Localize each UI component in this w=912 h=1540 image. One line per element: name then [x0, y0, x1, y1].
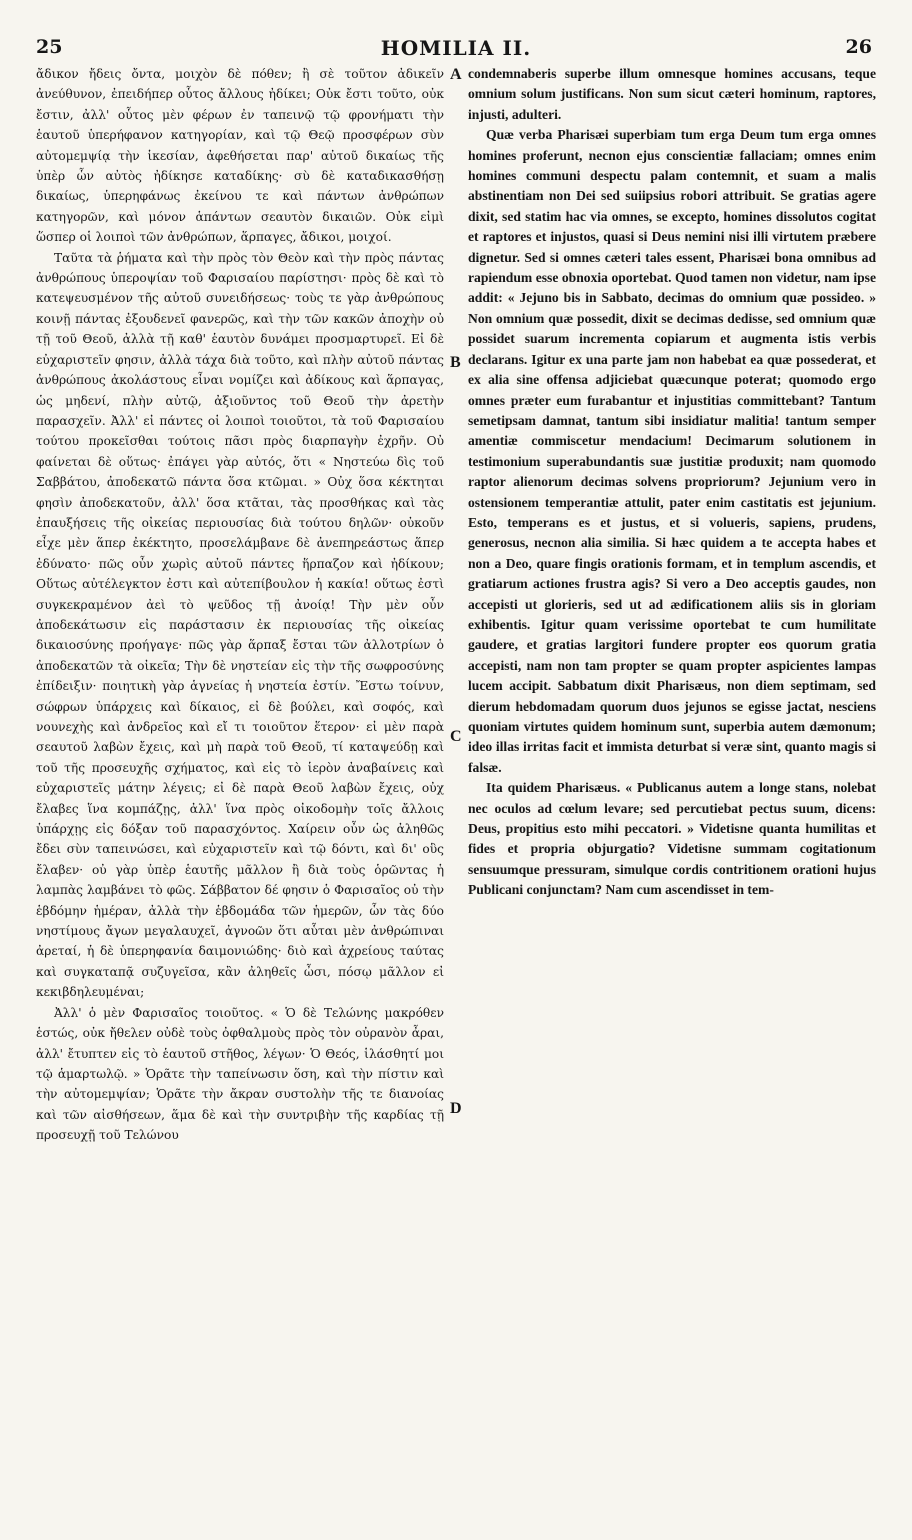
- latin-text-column: [468, 64, 876, 1520]
- page-number-left: 25: [36, 36, 63, 58]
- greek-paragraph: Ἀλλ' ὁ μὲν Φαρισαῖος τοιοῦτος. « Ὁ δὲ Τελώνης μακρόθεν ἑστώς, οὐκ ἤθελεν οὐδὲ τοὺς ὀφθαλμοὺς πρὸς τὸν οὐρανὸν ἆραι, ἀλλ' ἔτυπτεν εἰς τὸ ἑαυτοῦ στῆθος, λέγων· Ὁ Θεός, ἱλάσθητί μοι τῷ ἁμαρτωλῷ. » Ὁρᾶτε τὴν ταπείνωσιν ὅση, καὶ τὴν πίστιν καὶ τὴν αὐτομεμψίαν; Ὁρᾶτε τὴν ἄκραν συστολὴν τῆς τε διανοίας καὶ τῶν αἰσθήσεων, ἅμα δὲ καὶ τὴν συντριβὴν τῆς καρδίας τῇ προσευχῇ τοῦ Τελώνου: [36, 1005, 444, 1143]
- latin-paragraph: Quæ verba Pharisæi superbiam tum erga Deum tum erga omnes homines proferunt, necnon ejus conscientiæ fallaciam; omnes enim homines communi despectu palam contemnit, et suam a malis abstinentiam non Dei sed suiipsius robori attribuit. Se gratias agere dixit, sed statim hac via omnes, se excepto, homines dissolutos cogitat et raptores et injustos, quasi si Deus nemini nisi illi virtutem præbere dignetur. Sed si omnes cæteri tales essent, Pharisæi bona omnibus ad rapiendum esse obnoxia oportebat. Quod tamen non videtur, nam ipse addit: « Jejuno bis in Sabbato, decimas do omnium quæ possideo. » Non omnium quæ possedit, dixit se decimas dedisse, sed omnium quæ possidet suarum incrementa copiarum et augmenta istis verbis declarans. Igitur ex una parte jam non habebat ea quæ possederat, et ex alia sine offensa adjiciebat quæcunque poterat; quomodo ergo omnes præter eum furabantur et injustitias committebant? Tantum semetipsam damnat, tantum sibi insidiatur malitia! tantum semper amentiæ commiscetur mendacium! Decimarum solutionem in testimonium superabundantis suæ justitiæ produxit; nam quomodo raptor alienorum decimas solvens propriorum? Jejunium vero in ostensionem temperantiæ attulit, pater enim castitatis est jejunium. Esto, temperans es et justus, et si volueris, sapiens, prudens, generosus, necnon alia similia. Si hæc quidem a te accepta habes et non a Deo, quare fingis orationis formam, et in templum ascendis, et gratiarum actiones frustra agis? Si vero a Deo acceptis gaudes, non accepisti ut glorieris, sed ut ad ædificationem aliis sis in gloriam exhibentis. Igitur quam verissime oportebat te cum humilitate gaudere, et gratias largitori fundere propter eos quorum gratia accepisti, nam non tam propter se quam propter aspicientes lampas lucem accipit. Sabbatum dixit Pharisæus, non diem septimam, sed dierum hebdomadam quorum duos jejunos se egisse jactat, nesciens quoniam virtutes quidem hominum sunt, superbia autem dæmonum; ideo illas irritas facit et immista deturbat si veræ sint, quanto magis si falsæ.: [468, 127, 876, 775]
- latin-paragraph: Ita quidem Pharisæus. « Publicanus autem a longe stans, nolebat nec oculos ad cœlum levare; sed percutiebat pectus suum, dicens: Deus, propitius esto mihi peccatori. » Videtisne quanta humilitas et fides et propria objurgatio? Videtisne summam cogitationum sensuumque pressuram, simulque cordis contritionem orationi hujus Publicani conjunctam? Nam cum ascendisset in tem-: [468, 780, 876, 898]
- page-header: [0, 36, 912, 62]
- greek-paragraph: Ταῦτα τὰ ῥήματα καὶ τὴν πρὸς τὸν Θεὸν καὶ τὴν πρὸς πάντας ἀνθρώπους ὑπεροψίαν τοῦ Φαρισαίου παρίστησι· πρὸς δὲ καὶ τὸ κατεψευσμένον τῆς αὐτοῦ συνειδήσεως· τοὺς τε γὰρ ἀνθρώπους κοινῇ πάντας ἐξουδενεῖ φανερῶς, καὶ τὴν τῶν κακῶν ἀποχὴν οὐ τῇ τοῦ Θεοῦ, ἀλλὰ τῇ καθ' ἑαυτὸν δυνάμει προσμαρτυρεῖ. Εἰ δὲ εὐχαριστεῖν φησιν, ἀλλὰ τάχα διὰ τοῦτο, καὶ πλὴν αὐτοῦ πάντας ἀνθρώπους ἀκολάστους εἶναι νομίζει καὶ ἀδίκους καὶ ἅρπαγας, ὡς μηδενί, πλὴν αὐτῷ, ἀξιοῦντος τοῦ Θεοῦ τὴν ἀρετὴν παρασχεῖν. Ἀλλ' εἰ πάντες οἱ λοιποὶ τοιοῦτοι, τὰ τοῦ Φαρισαίου τούτου προκεῖσθαι τούτοις πᾶσι πρὸς διαρπαγὴν ἐχρῆν. Οὐ φαίνεται δὲ οὕτως· ἐπάγει γὰρ αὐτός, ὅτι « Νηστεύω δὶς τοῦ Σαββάτου, ἀποδεκατῶ πάντα ὅσα κτῶμαι. » Οὐχ ὅσα κέκτηται φησὶν ἀποδεκατοῦν, ἀλλ' ὅσα κτᾶται, τὰς προσθήκας καὶ τὰς ἐπαυξήσεις τῆς οἰκείας περιουσίας διὰ τούτου δηλῶν· οὐκοῦν εἶχε μὲν ἅπερ ἐκέκτητο, προσελάμβανε δὲ ἀνεπηρεάστως ἅπερ ἐδύνατο· πῶς οὖν χωρὶς αὐτοῦ πάντες ἥρπαζον καὶ ἠδίκουν; Οὕτως αὐτέλεγκτον ἐστι καὶ αὐτεπίβουλον ἡ κακία! οὕτως ἐστὶ συγκεκραμένον ἀεὶ τὸ ψεῦδος τῇ ἀνοίᾳ! Τὴν μὲν οὖν ἀποδεκάτωσιν εἰς παράστασιν ἐκ περιουσίας τῆς οἰκείας δικαιοσύνης προήγαγε· πῶς γὰρ ἅρπαξ ἔσται τῶν ἀλλοτρίων ὁ ἀποδεκατῶν τὰ οἰκεῖα; Τὴν δὲ νηστείαν εἰς τὴν τῆς σωφροσύνης ἐπίδειξιν· ποιητικὴ γὰρ ἁγνείας ἡ νηστεία ἐστίν. Ἔστω τοίνυν, σώφρων ὑπάρχεις καὶ δίκαιος, εἰ δὲ βούλει, καὶ σοφός, καὶ νουνεχὴς καὶ ἀνδρεῖος καὶ εἴ τι τοιοῦτον ἕτερον· εἰ μὲν παρὰ σεαυτοῦ λαβὼν ἔχεις, καὶ μὴ παρὰ τοῦ Θεοῦ, τί καταψεύδῃ καὶ τοῦ τῆς προσευχῆς σχήματος, καὶ εἰς τὸ ἱερὸν ἀναβαίνεις καὶ εὐχαριστεῖς μάτην λέγεις; εἰ δὲ παρὰ Θεοῦ λαβὼν ἔχεις, οὐχ ἔλαβες ἵνα κομπάζῃς, ἀλλ' ἵνα πρὸς οἰκοδομὴν τοῖς ἄλλοις ὑπάρχῃς εἰς δόξαν τοῦ παρασχόντος. Χαίρειν οὖν ὡς ἀληθῶς ἔδει σὺν ταπεινώσει, καὶ εὐχαριστεῖν καὶ τῷ δόντι, καὶ δι' οὓς ἔλαβεν· οὐ γὰρ ὑπὲρ ἑαυτῆς μᾶλλον ἢ διὰ τοὺς ὁρῶντας ἡ λαμπὰς λαμβάνει τὸ φῶς. Σάββατον δέ φησιν ὁ Φαρισαῖος οὐ τὴν ἑβδόμην ἡμέραν, ἀλλὰ τὴν ἑβδομάδα τῶν ἡμερῶν, ὧν τὰς δύο νηστίμους ἄγων μεγαλαυχεῖ, ἀγνοῶν ὅτι αὗται μὲν ἀνθρώπιναι ἀρεταί, ἡ δὲ ὑπερηφανία δαιμονιώδης· διὸ καὶ ἀχρείους ταύτας καὶ συγκαταπᾷ συζυγεῖσα, κἂν ἀληθεῖς ὦσι, πόσῳ μᾶλλον εἰ κεκιβδηλευμέναι;: [36, 250, 444, 1000]
- running-title: HOMILIA II.: [380, 36, 532, 60]
- latin-paragraph: condemnaberis superbe illum omnesque homines accusans, teque omnium solum justificans. Non sum sicut cæteri hominum, raptores, injusti, adulteri.: [468, 66, 876, 122]
- section-marker-c: C: [450, 728, 462, 745]
- greek-text-column: [36, 64, 444, 1520]
- section-marker-b: B: [450, 354, 461, 371]
- greek-paragraph: ἄδικον ἤδεις ὄντα, μοιχὸν δὲ πόθεν; ἢ σὲ τοῦτον ἀδικεῖν ἀνεύθυνον, ἐπειδήπερ οὗτος ἄλλους ἠδίκει; Οὐκ ἔστι τοῦτο, οὐκ ἔστιν, ἀλλ' οὗτος μὲν φέρων ἐν ταπεινῷ τῷ φρονήματι τὴν ἑαυτοῦ ὑπερήφανον κατηγορίαν, καὶ τῷ Θεῷ προσφέρων σὺν αὐτομεμψίᾳ τὴν ἱκεσίαν, ἀφεθήσεται παρ' αὐτοῦ δικαίως τῆς ὑπὲρ ὧν αὐτὸς ἠδίκησε καταδίκης· σὺ δὲ καταδικασθήσῃ δικαίως, ὑπερηφάνως ἐκείνου τε καὶ πάντων ἀνθρώπων κατηγορῶν, καὶ μόνον ἁπάντων σεαυτὸν δικαιῶν. Οὐκ εἰμὶ ὥσπερ οἱ λοιποὶ τῶν ἀνθρώπων, ἅρπαγες, ἄδικοι, μοιχοί.: [36, 67, 444, 245]
- section-marker-a: A: [450, 66, 462, 83]
- section-marker-gutter: [446, 64, 466, 1520]
- page-number-right: 26: [845, 36, 872, 58]
- section-marker-d: D: [450, 1100, 462, 1117]
